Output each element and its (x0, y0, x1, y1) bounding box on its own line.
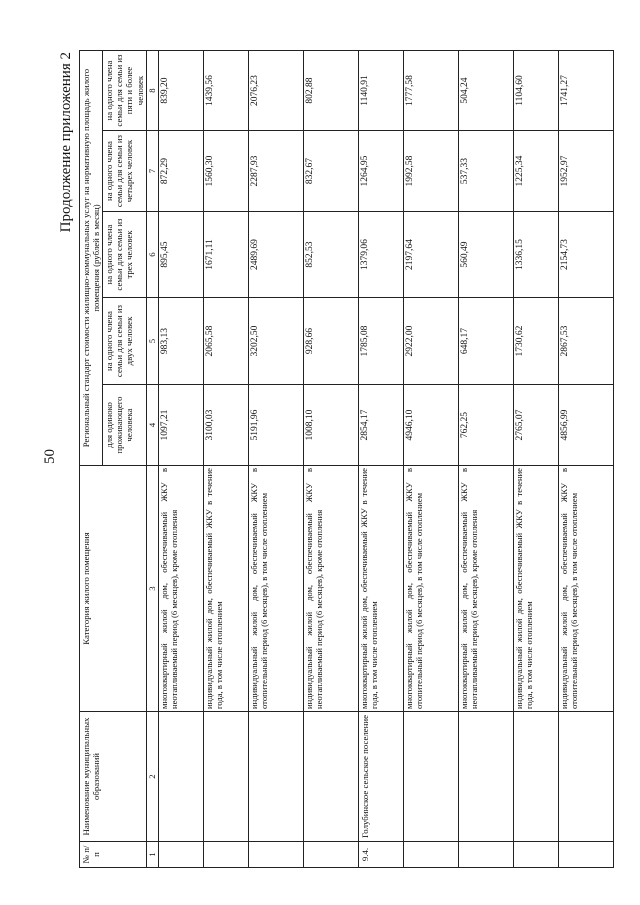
value-family-4: 537,33 (458, 131, 513, 212)
value-family-2: 3202,50 (248, 298, 303, 385)
housing-category: индивидуальный жилой дом, обеспечиваемый ЖКУ в течение года, в том числе отоплением (203, 466, 248, 712)
municipality-name (158, 712, 203, 842)
housing-category: индивидуальный жилой дом, обеспечиваемый ЖКУ в течение года, в том числе отоплением (513, 466, 558, 712)
tariff-table (79, 50, 614, 868)
value-single: 2765,07 (513, 385, 558, 466)
value-family-5: 504,24 (458, 51, 513, 131)
table-row (158, 51, 203, 868)
header-sub-3: на одного члена семьи для семьи из трех человек (103, 212, 146, 298)
column-number: 7 (146, 131, 158, 212)
value-family-2: 983,13 (158, 298, 203, 385)
housing-category: индивидуальный жилой дом, обеспечиваемый ЖКУ в неотапливаемый период (6 месяцев), кроме отопления (303, 466, 358, 712)
value-family-2: 648,17 (458, 298, 513, 385)
value-family-5: 839,20 (158, 51, 203, 131)
value-single: 1008,10 (303, 385, 358, 466)
value-single: 4946,10 (403, 385, 458, 466)
row-number (248, 842, 303, 868)
value-family-2: 1730,62 (513, 298, 558, 385)
row-number (513, 842, 558, 868)
value-family-5: 1104,60 (513, 51, 558, 131)
table-row (358, 51, 403, 868)
value-single: 762,25 (458, 385, 513, 466)
value-family-4: 872,29 (158, 131, 203, 212)
column-number: 4 (146, 385, 158, 466)
column-number: 3 (146, 466, 158, 712)
value-family-4: 1225,34 (513, 131, 558, 212)
value-family-2: 2922,00 (403, 298, 458, 385)
table-row (513, 51, 558, 868)
value-family-2: 2065,58 (203, 298, 248, 385)
value-family-3: 1379,06 (358, 212, 403, 298)
row-number (403, 842, 458, 868)
row-number (458, 842, 513, 868)
value-family-3: 852,53 (303, 212, 358, 298)
municipality-name (513, 712, 558, 842)
column-number: 5 (146, 298, 158, 385)
column-number: 2 (146, 712, 158, 842)
housing-category: индивидуальный жилой дом, обеспечиваемый ЖКУ в отопительный период (6 месяцев), в том числе отоплением (248, 466, 303, 712)
value-family-4: 832,67 (303, 131, 358, 212)
header-sub-4: на одного члена семьи для семьи из четырех человек (103, 131, 146, 212)
row-number: 9.4. (358, 842, 403, 868)
value-family-5: 1439,56 (203, 51, 248, 131)
row-number (303, 842, 358, 868)
value-family-2: 2867,53 (558, 298, 613, 385)
municipality-name (303, 712, 358, 842)
column-number: 8 (146, 51, 158, 131)
column-number: 1 (146, 842, 158, 868)
value-family-5: 802,88 (303, 51, 358, 131)
value-family-5: 1777,58 (403, 51, 458, 131)
value-family-3: 1336,15 (513, 212, 558, 298)
row-number (203, 842, 248, 868)
column-number: 6 (146, 212, 158, 298)
row-number (158, 842, 203, 868)
value-single: 2854,17 (358, 385, 403, 466)
table-row (248, 51, 303, 868)
value-family-3: 2197,64 (403, 212, 458, 298)
header-sub-1: для одиноко проживающего человека (103, 385, 146, 466)
table-row (458, 51, 513, 868)
continuation-title: Продолжение приложения 2 (58, 52, 74, 233)
table-row (303, 51, 358, 868)
value-single: 5191,96 (248, 385, 303, 466)
value-family-2: 928,66 (303, 298, 358, 385)
housing-category: многоквартирный жилой дом, обеспечиваемый ЖКУ в неотапливаемый период (6 месяцев), кроме отопления (458, 466, 513, 712)
row-number (558, 842, 613, 868)
header-group: Региональный стандарт стоимости жилищно-коммунальных услуг на нормативную площадь жилого помещения (рублей в месяц) (80, 51, 103, 466)
value-family-3: 560,49 (458, 212, 513, 298)
value-single: 3100,03 (203, 385, 248, 466)
housing-category: многоквартирный жилой дом, обеспечиваемый ЖКУ в неотапливаемый период (6 месяцев), кроме отопления (158, 466, 203, 712)
table-row (203, 51, 248, 868)
value-family-4: 1264,95 (358, 131, 403, 212)
value-family-4: 1560,30 (203, 131, 248, 212)
value-family-4: 1992,58 (403, 131, 458, 212)
value-family-3: 2489,69 (248, 212, 303, 298)
value-family-4: 2287,93 (248, 131, 303, 212)
value-family-3: 895,45 (158, 212, 203, 298)
header-no: № п/п (80, 842, 147, 868)
value-family-3: 2154,73 (558, 212, 613, 298)
value-family-5: 1140,91 (358, 51, 403, 131)
value-single: 4856,99 (558, 385, 613, 466)
header-category: Категория жилого помещения (80, 466, 147, 712)
municipality-name (558, 712, 613, 842)
value-family-3: 1671,11 (203, 212, 248, 298)
housing-category: многоквартирный жилой дом, обеспечиваемый ЖКУ в течение года, в том числе отоплением (358, 466, 403, 712)
table-row (403, 51, 458, 868)
municipality-name (248, 712, 303, 842)
housing-category: многоквартирный жилой дом, обеспечиваемый ЖКУ в отопительный период (6 месяцев), в том числе отоплением (403, 466, 458, 712)
page-number: 50 (42, 449, 58, 464)
municipality-name: Голубинское сельское поселение (358, 712, 403, 842)
value-family-5: 1741,27 (558, 51, 613, 131)
value-single: 1097,21 (158, 385, 203, 466)
table-row (558, 51, 613, 868)
header-sub-5: на одного члена семьи для семьи из пяти и более человек (103, 51, 146, 131)
municipality-name (403, 712, 458, 842)
value-family-5: 2076,23 (248, 51, 303, 131)
value-family-2: 1785,08 (358, 298, 403, 385)
municipality-name (458, 712, 513, 842)
value-family-4: 1952,97 (558, 131, 613, 212)
municipality-name (203, 712, 248, 842)
header-sub-2: на одного члена семьи для семьи из двух человек (103, 298, 146, 385)
header-name: Наименование муниципальных образований (80, 712, 147, 842)
housing-category: индивидуальный жилой дом, обеспечиваемый ЖКУ в отопительный период (6 месяцев), в том числе отоплением (558, 466, 613, 712)
